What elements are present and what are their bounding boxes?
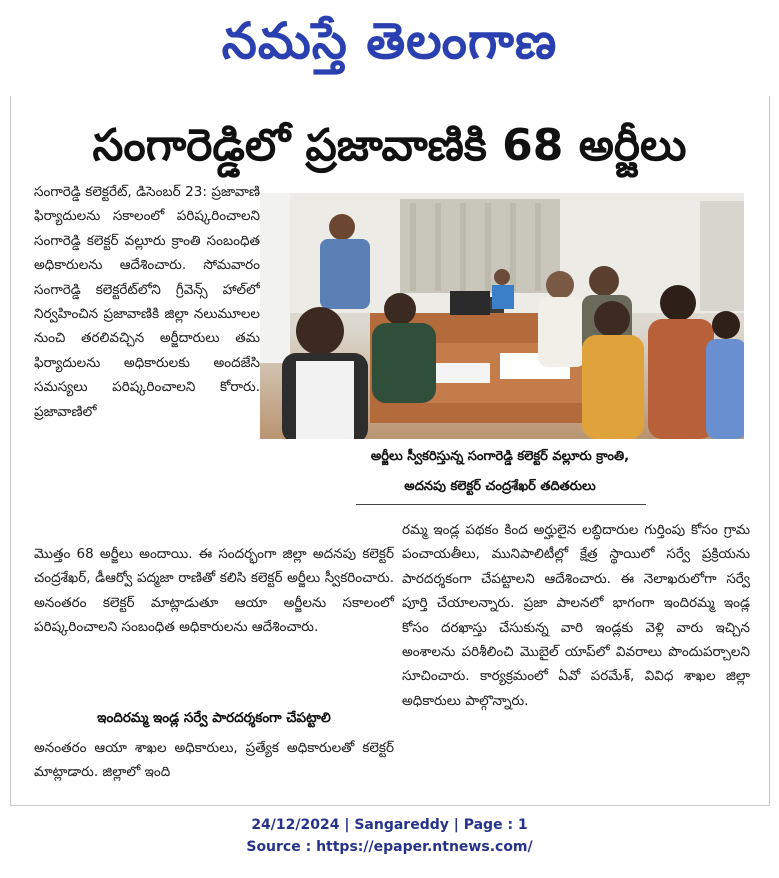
article-wide-column [34, 542, 394, 702]
article-headline: సంగారెడ్డిలో ప్రజావాణికి 68 అర్జీలు [92, 120, 687, 171]
footer-source-link[interactable]: Source : https://epaper.ntnews.com/ [246, 839, 533, 855]
caption-line-2: అదనపు కలెక్టర్ చంద్రశేఖర్ తదితరులు [404, 479, 596, 494]
page-footer [0, 814, 779, 858]
masthead-title: నమస్తే తెలంగాణ [221, 11, 558, 70]
footer-edition-info: 24/12/2024 | Sangareddy | Page : 1 [251, 817, 528, 833]
caption-line-1: అర్జీలు స్వీకరిస్తున్న సంగారెడ్డి కలెక్టర్ వల్లూరు క్రాంతి, [370, 449, 630, 464]
photo-caption [300, 442, 700, 502]
wide-column-text: మొత్తం 68 అర్జీలు అందాయి. ఈ సందర్భంగా జిల్లా అదనపు కలెక్టర్ చంద్రశేఖర్, డీఆర్వో పద్మజా రాణితో కలిసి కలెక్టర్ అర్జీలు స్వీకరించారు. అనంతరం కలెక్టర్ మాట్లాడుతూ ఆయా అర్జీలను సకాలంలో పరిష్కరించాలని సంబంధిత అధికారులను ఆదేశించారు. [34, 546, 394, 636]
tail-column-text: అనంతరం ఆయా శాఖల అధికారులు, ప్రత్యేక అధికారులతో కలెక్టర్ మాట్లాడారు. జిల్లాలో ఇంది [34, 740, 394, 781]
left-column-text: సంగారెడ్డి కలెక్టరేట్, డిసెంబర్ 23: ప్రజావాణి ఫిర్యాదులను సకాలంలో పరిష్కరించాలని సంగారెడ్డి కలెక్టర్ వల్లూరు క్రాంతి సంబంధిత అధికారులను ఆదేశించారు. సోమవారం సంగారెడ్డి కలెక్టరేట్‌లోని గ్రీవెన్స్ హాల్‌లో నిర్వహించిన ప్రజావాణికి జిల్లా నలుమూలల నుంచి తరలివచ్చిన అర్జీదారులు తమ ఫిర్యాదులను అధికారులకు అందజేసి సమస్యలు పరిష్కరించాలని కోరారు. ప్రజావాణిలో [34, 184, 260, 420]
article-tail-column [34, 736, 394, 792]
photo-illustration [260, 193, 744, 439]
article-left-column [34, 180, 260, 542]
caption-divider [356, 504, 646, 505]
article-right-column [402, 518, 750, 790]
article-subheading: ఇందిరమ్మ ఇండ్ల సర్వే పారదర్శకంగా చేపట్టాలి [97, 710, 331, 726]
right-column-text: రమ్మ ఇండ్ల పథకం కింద అర్హులైన లబ్ధిదారుల గుర్తింపు కోసం గ్రామ పంచాయతీలు, మునిపాలిటీల్లో క్షేత్ర స్థాయిలో సర్వే ప్రక్రియను పారదర్శకంగా చేపట్టాలని ఆదేశించారు. ఈ నెలాఖరులోగా సర్వే పూర్తి చేయాలన్నారు. ప్రజా పాలనలో భాగంగా ఇందిరమ్మ ఇండ్ల కోసం దరఖాస్తు చేసుకున్న వారి ఇండ్లకు వెళ్లి వారు ఇచ్చిన అంశాలను పరిశీలించి మొబైల్ యాప్‌లో వివరాలు పొందుపర్చాలని సూచించారు. కార్యక్రమంలో ఏవో పరమేశ్, వివిధ శాఖల జిల్లా అధికారులు పాల్గొన్నారు. [402, 522, 750, 709]
article-photo [260, 193, 744, 439]
